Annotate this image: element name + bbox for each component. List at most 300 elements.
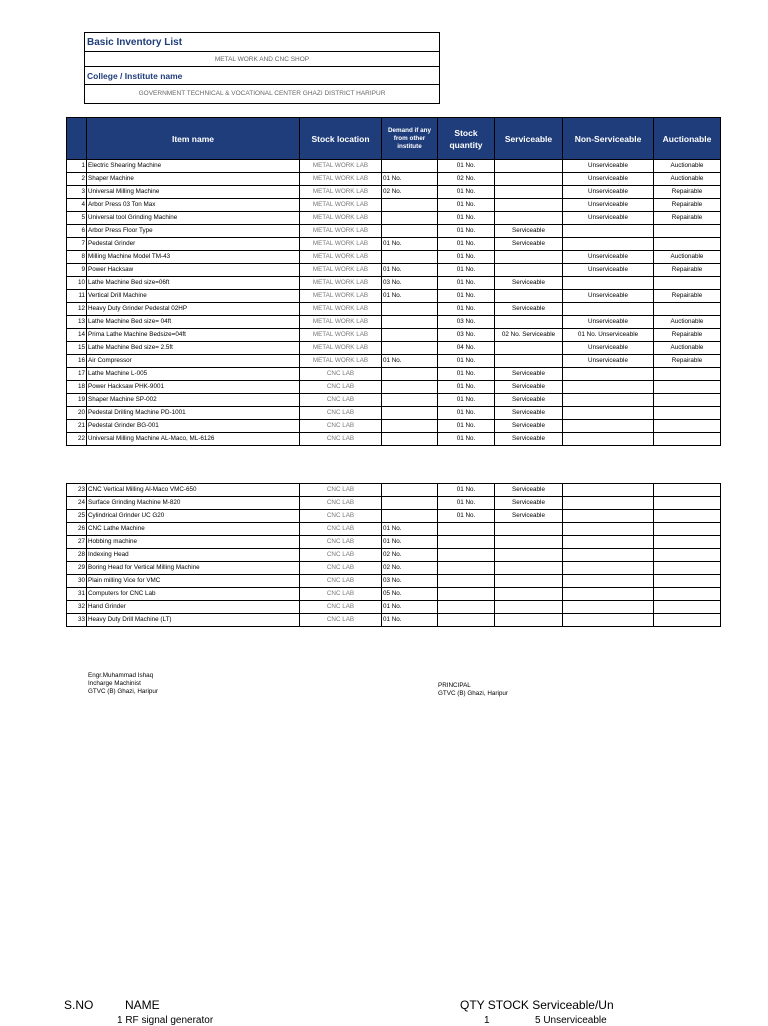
non-serviceable-cell <box>563 523 654 536</box>
serviceable-cell <box>495 575 563 588</box>
serviceable-cell <box>495 614 563 627</box>
serviceable-cell <box>495 186 563 199</box>
table-2-body <box>67 484 721 627</box>
document-title: Basic Inventory List <box>85 33 439 52</box>
demand-cell: 01 No. <box>382 290 438 303</box>
inventory-table-1 <box>66 117 721 446</box>
non-serviceable-cell: Unserviceable <box>563 251 654 264</box>
non-serviceable-cell <box>563 575 654 588</box>
row-number-cell: 29 <box>67 562 87 575</box>
stock-location-cell: METAL WORK LAB <box>300 290 382 303</box>
non-serviceable-cell: Unserviceable <box>563 342 654 355</box>
item-name-cell: Surface Grinding Machine M-820 <box>87 497 300 510</box>
demand-cell <box>382 381 438 394</box>
stock-location-cell: CNC LAB <box>300 381 382 394</box>
auctionable-cell <box>654 277 721 290</box>
auctionable-cell <box>654 225 721 238</box>
row-number-cell: 16 <box>67 355 87 368</box>
item-name-cell: Lathe Machine Bed size= 2.5ft <box>87 342 300 355</box>
item-name-cell: Hand Grinder <box>87 601 300 614</box>
auctionable-cell <box>654 303 721 316</box>
demand-cell: 02 No. <box>382 549 438 562</box>
serviceable-cell: Serviceable <box>495 497 563 510</box>
row-number-cell: 7 <box>67 238 87 251</box>
stock-location-cell: METAL WORK LAB <box>300 160 382 173</box>
stock-quantity-cell: 01 No. <box>438 290 495 303</box>
serviceable-cell <box>495 199 563 212</box>
item-name-cell: Plain milling Vice for VMC <box>87 575 300 588</box>
auctionable-cell: Repairable <box>654 355 721 368</box>
stock-quantity-cell: 01 No. <box>438 381 495 394</box>
row-number-cell: 8 <box>67 251 87 264</box>
stock-location-cell: CNC LAB <box>300 497 382 510</box>
serviceable-cell <box>495 601 563 614</box>
item-name-cell: CNC Vertical Milling Al-Maco VMC-650 <box>87 484 300 497</box>
table-row <box>67 238 721 251</box>
table-row <box>67 290 721 303</box>
row-number-cell: 22 <box>67 433 87 446</box>
auctionable-cell: Repairable <box>654 186 721 199</box>
serviceable-cell <box>495 536 563 549</box>
non-serviceable-cell: Unserviceable <box>563 316 654 329</box>
shop-name: METAL WORK AND CNC SHOP <box>85 52 439 67</box>
demand-cell <box>382 316 438 329</box>
serviceable-cell <box>495 160 563 173</box>
auctionable-cell: Repairable <box>654 199 721 212</box>
row-number-cell: 24 <box>67 497 87 510</box>
serviceable-cell <box>495 588 563 601</box>
stock-quantity-cell: 01 No. <box>438 368 495 381</box>
serviceable-cell: Serviceable <box>495 433 563 446</box>
table-row <box>67 433 721 446</box>
item-name-cell: Power Hacksaw PHK-9001 <box>87 381 300 394</box>
table-row <box>67 212 721 225</box>
header-box <box>84 32 440 104</box>
item-name-cell: Shaper Machine SP-002 <box>87 394 300 407</box>
demand-cell: 01 No. <box>382 238 438 251</box>
demand-cell: 01 No. <box>382 536 438 549</box>
footer-name-header: NAME <box>125 998 160 1012</box>
serviceable-cell <box>495 251 563 264</box>
item-name-cell: Universal Milling Machine AL-Maco, ML-6126 <box>87 433 300 446</box>
row-number-cell: 23 <box>67 484 87 497</box>
stock-quantity-cell: 01 No. <box>438 225 495 238</box>
non-serviceable-cell <box>563 303 654 316</box>
stock-location-cell: CNC LAB <box>300 562 382 575</box>
auctionable-cell: Repairable <box>654 329 721 342</box>
stock-location-cell: METAL WORK LAB <box>300 277 382 290</box>
footer-sno-header: S.NO <box>64 998 94 1012</box>
row-number-cell: 12 <box>67 303 87 316</box>
stock-quantity-cell: 01 No. <box>438 420 495 433</box>
stock-location-cell: METAL WORK LAB <box>300 225 382 238</box>
stock-location-cell: CNC LAB <box>300 433 382 446</box>
header-demand: Demand if any from other institute <box>382 118 438 160</box>
stock-location-cell: CNC LAB <box>300 368 382 381</box>
item-name-cell: Cylindrical Grinder UC G20 <box>87 510 300 523</box>
non-serviceable-cell <box>563 510 654 523</box>
stock-location-cell: METAL WORK LAB <box>300 342 382 355</box>
row-number-cell: 14 <box>67 329 87 342</box>
item-name-cell: Milling Machine Model TM-43 <box>87 251 300 264</box>
stock-quantity-cell: 01 No. <box>438 160 495 173</box>
stock-quantity-cell: 01 No. <box>438 212 495 225</box>
non-serviceable-cell <box>563 420 654 433</box>
table-row <box>67 497 721 510</box>
demand-cell <box>382 342 438 355</box>
row-number-cell: 31 <box>67 588 87 601</box>
stock-location-cell: CNC LAB <box>300 523 382 536</box>
table-row <box>67 199 721 212</box>
demand-cell <box>382 212 438 225</box>
table-header-row <box>67 118 721 160</box>
demand-cell <box>382 407 438 420</box>
demand-cell <box>382 199 438 212</box>
header-serviceable: Serviceable <box>495 118 563 160</box>
table-row <box>67 277 721 290</box>
stock-location-cell: METAL WORK LAB <box>300 329 382 342</box>
stock-quantity-cell: 01 No. <box>438 277 495 290</box>
stock-quantity-cell <box>438 523 495 536</box>
demand-cell: 01 No. <box>382 355 438 368</box>
stock-quantity-cell: 01 No. <box>438 303 495 316</box>
demand-cell: 01 No. <box>382 601 438 614</box>
non-serviceable-cell: Unserviceable <box>563 160 654 173</box>
row-number-cell: 33 <box>67 614 87 627</box>
row-number-cell: 20 <box>67 407 87 420</box>
header-stock-quantity: Stock quantity <box>438 118 495 160</box>
non-serviceable-cell <box>563 394 654 407</box>
table-row <box>67 186 721 199</box>
demand-cell: 03 No. <box>382 575 438 588</box>
table-row <box>67 407 721 420</box>
demand-cell: 01 No. <box>382 523 438 536</box>
row-number-cell: 30 <box>67 575 87 588</box>
auctionable-cell: Repairable <box>654 264 721 277</box>
row-number-cell: 5 <box>67 212 87 225</box>
stock-quantity-cell <box>438 536 495 549</box>
table-row <box>67 264 721 277</box>
stock-quantity-cell: 01 No. <box>438 264 495 277</box>
stock-quantity-cell: 01 No. <box>438 355 495 368</box>
demand-cell <box>382 484 438 497</box>
footer-row-qty: 1 <box>484 1015 490 1026</box>
stock-location-cell: CNC LAB <box>300 394 382 407</box>
row-number-cell: 13 <box>67 316 87 329</box>
auctionable-cell <box>654 601 721 614</box>
auctionable-cell <box>654 433 721 446</box>
auctionable-cell <box>654 510 721 523</box>
table-row <box>67 342 721 355</box>
stock-quantity-cell: 01 No. <box>438 238 495 251</box>
table-row <box>67 536 721 549</box>
demand-cell <box>382 329 438 342</box>
row-number-cell: 26 <box>67 523 87 536</box>
item-name-cell: Pedestal Grinder BG-001 <box>87 420 300 433</box>
table-row <box>67 394 721 407</box>
demand-cell: 05 No. <box>382 588 438 601</box>
stock-quantity-cell: 02 No. <box>438 173 495 186</box>
stock-location-cell: METAL WORK LAB <box>300 173 382 186</box>
signature-name: Engr.Muhammad Ishaq <box>88 672 154 679</box>
row-number-cell: 3 <box>67 186 87 199</box>
principal-institute: GTVC (B) Ghazi, Haripur <box>438 690 508 697</box>
demand-cell: 02 No. <box>382 186 438 199</box>
stock-location-cell: METAL WORK LAB <box>300 264 382 277</box>
auctionable-cell <box>654 562 721 575</box>
auctionable-cell <box>654 394 721 407</box>
non-serviceable-cell: Unserviceable <box>563 264 654 277</box>
serviceable-cell: Serviceable <box>495 484 563 497</box>
table-row <box>67 329 721 342</box>
table-row <box>67 173 721 186</box>
demand-cell <box>382 510 438 523</box>
item-name-cell: Universal Milling Machine <box>87 186 300 199</box>
auctionable-cell <box>654 575 721 588</box>
row-number-cell: 6 <box>67 225 87 238</box>
demand-cell: 01 No. <box>382 264 438 277</box>
table-row <box>67 549 721 562</box>
auctionable-cell: Repairable <box>654 290 721 303</box>
stock-location-cell: CNC LAB <box>300 601 382 614</box>
non-serviceable-cell <box>563 225 654 238</box>
item-name-cell: Air Compressor <box>87 355 300 368</box>
non-serviceable-cell: Unserviceable <box>563 199 654 212</box>
serviceable-cell <box>495 264 563 277</box>
non-serviceable-cell: Unserviceable <box>563 355 654 368</box>
serviceable-cell: Serviceable <box>495 394 563 407</box>
auctionable-cell: Auctionable <box>654 173 721 186</box>
item-name-cell: Universal tool Grinding Machine <box>87 212 300 225</box>
demand-cell <box>382 497 438 510</box>
demand-cell <box>382 225 438 238</box>
table-row <box>67 368 721 381</box>
row-number-cell: 2 <box>67 173 87 186</box>
college-name: GOVERNMENT TECHNICAL & VOCATIONAL CENTER GHAZI DISTRICT HARIPUR <box>138 90 386 97</box>
header-no <box>67 118 87 160</box>
serviceable-cell: Serviceable <box>495 381 563 394</box>
stock-quantity-cell <box>438 601 495 614</box>
item-name-cell: Shaper Machine <box>87 173 300 186</box>
stock-location-cell: METAL WORK LAB <box>300 238 382 251</box>
table-row <box>67 251 721 264</box>
auctionable-cell <box>654 614 721 627</box>
inventory-table-2 <box>66 483 721 627</box>
auctionable-cell: Auctionable <box>654 160 721 173</box>
serviceable-cell <box>495 173 563 186</box>
non-serviceable-cell: Unserviceable <box>563 212 654 225</box>
non-serviceable-cell <box>563 368 654 381</box>
item-name-cell: Lathe Machine Bed size=06ft <box>87 277 300 290</box>
item-name-cell: Hobbing machine <box>87 536 300 549</box>
item-name-cell: CNC Lathe Machine <box>87 523 300 536</box>
non-serviceable-cell <box>563 601 654 614</box>
stock-location-cell: CNC LAB <box>300 588 382 601</box>
table-row <box>67 601 721 614</box>
non-serviceable-cell: Unserviceable <box>563 290 654 303</box>
serviceable-cell: Serviceable <box>495 238 563 251</box>
row-number-cell: 17 <box>67 368 87 381</box>
table-row <box>67 381 721 394</box>
footer-row-item: 1 RF signal generator <box>117 1015 214 1026</box>
serviceable-cell <box>495 290 563 303</box>
item-name-cell: Arbor Press Floor Type <box>87 225 300 238</box>
item-name-cell: Lathe Machine L-005 <box>87 368 300 381</box>
serviceable-cell <box>495 212 563 225</box>
stock-quantity-cell: 01 No. <box>438 251 495 264</box>
non-serviceable-cell: 01 No. Unserviceable <box>563 329 654 342</box>
row-number-cell: 21 <box>67 420 87 433</box>
serviceable-cell <box>495 342 563 355</box>
item-name-cell: Computers for CNC Lab <box>87 588 300 601</box>
item-name-cell: Prima Lathe Machine Bedsize=04ft <box>87 329 300 342</box>
non-serviceable-cell <box>563 484 654 497</box>
stock-location-cell: METAL WORK LAB <box>300 186 382 199</box>
table-row <box>67 316 721 329</box>
non-serviceable-cell <box>563 562 654 575</box>
item-name-cell: Indexing Head <box>87 549 300 562</box>
serviceable-cell <box>495 562 563 575</box>
stock-quantity-cell <box>438 549 495 562</box>
auctionable-cell <box>654 588 721 601</box>
stock-location-cell: METAL WORK LAB <box>300 212 382 225</box>
auctionable-cell <box>654 536 721 549</box>
row-number-cell: 27 <box>67 536 87 549</box>
stock-location-cell: CNC LAB <box>300 549 382 562</box>
stock-quantity-cell: 01 No. <box>438 484 495 497</box>
item-name-cell: Arbor Press 03 Ton Max <box>87 199 300 212</box>
demand-cell <box>382 433 438 446</box>
demand-cell <box>382 394 438 407</box>
table-row <box>67 588 721 601</box>
table-row <box>67 575 721 588</box>
demand-cell: 02 No. <box>382 562 438 575</box>
auctionable-cell: Auctionable <box>654 316 721 329</box>
stock-location-cell: METAL WORK LAB <box>300 303 382 316</box>
demand-cell <box>382 368 438 381</box>
serviceable-cell: Serviceable <box>495 368 563 381</box>
stock-location-cell: CNC LAB <box>300 575 382 588</box>
signature-principal <box>438 682 508 698</box>
stock-quantity-cell <box>438 588 495 601</box>
stock-quantity-cell: 01 No. <box>438 199 495 212</box>
demand-cell: 03 No. <box>382 277 438 290</box>
auctionable-cell <box>654 420 721 433</box>
non-serviceable-cell <box>563 549 654 562</box>
stock-quantity-cell <box>438 562 495 575</box>
stock-quantity-cell: 01 No. <box>438 433 495 446</box>
demand-cell <box>382 251 438 264</box>
non-serviceable-cell <box>563 407 654 420</box>
table-row <box>67 225 721 238</box>
non-serviceable-cell <box>563 497 654 510</box>
stock-location-cell: CNC LAB <box>300 484 382 497</box>
stock-quantity-cell: 03 No. <box>438 316 495 329</box>
signature-incharge <box>88 672 158 696</box>
item-name-cell: Vertical Drill Machine <box>87 290 300 303</box>
serviceable-cell <box>495 523 563 536</box>
row-number-cell: 11 <box>67 290 87 303</box>
row-number-cell: 25 <box>67 510 87 523</box>
item-name-cell: Electric Shearing Machine <box>87 160 300 173</box>
non-serviceable-cell <box>563 614 654 627</box>
demand-cell: 01 No. <box>382 173 438 186</box>
item-name-cell: Power Hacksaw <box>87 264 300 277</box>
non-serviceable-cell <box>563 536 654 549</box>
principal-title: PRINCIPAL <box>438 682 471 689</box>
stock-quantity-cell: 01 No. <box>438 497 495 510</box>
row-number-cell: 4 <box>67 199 87 212</box>
serviceable-cell <box>495 549 563 562</box>
table-1-body <box>67 160 721 446</box>
demand-cell <box>382 160 438 173</box>
item-name-cell: Lathe Machine Bed size= 04ft <box>87 316 300 329</box>
non-serviceable-cell: Unserviceable <box>563 186 654 199</box>
table-row <box>67 303 721 316</box>
serviceable-cell: Serviceable <box>495 510 563 523</box>
serviceable-cell: Serviceable <box>495 303 563 316</box>
non-serviceable-cell <box>563 277 654 290</box>
non-serviceable-cell <box>563 433 654 446</box>
signature-institute: GTVC (B) Ghazi, Haripur <box>88 688 158 695</box>
stock-quantity-cell <box>438 575 495 588</box>
stock-quantity-cell: 04 No. <box>438 342 495 355</box>
signature-designation: Incharge Machinist <box>88 680 141 687</box>
non-serviceable-cell: Unserviceable <box>563 173 654 186</box>
demand-cell <box>382 420 438 433</box>
stock-quantity-cell <box>438 614 495 627</box>
table-row <box>67 484 721 497</box>
serviceable-cell: Serviceable <box>495 420 563 433</box>
demand-cell <box>382 303 438 316</box>
table-row <box>67 614 721 627</box>
row-number-cell: 28 <box>67 549 87 562</box>
non-serviceable-cell <box>563 381 654 394</box>
item-name-cell: Pedestal Drilling Machine PD-1001 <box>87 407 300 420</box>
serviceable-cell: 02 No. Serviceable <box>495 329 563 342</box>
serviceable-cell: Serviceable <box>495 225 563 238</box>
header-auctionable: Auctionable <box>654 118 721 160</box>
row-number-cell: 1 <box>67 160 87 173</box>
row-number-cell: 32 <box>67 601 87 614</box>
stock-location-cell: METAL WORK LAB <box>300 355 382 368</box>
item-name-cell: Pedestal Grinder <box>87 238 300 251</box>
footer-row-stock: 5 Unserviceable <box>535 1015 607 1026</box>
auctionable-cell <box>654 368 721 381</box>
serviceable-cell: Serviceable <box>495 407 563 420</box>
item-name-cell: Heavy Duty Grinder Pedestal 02HP <box>87 303 300 316</box>
stock-quantity-cell: 01 No. <box>438 407 495 420</box>
row-number-cell: 15 <box>67 342 87 355</box>
stock-location-cell: CNC LAB <box>300 510 382 523</box>
header-stock-location: Stock location <box>300 118 382 160</box>
auctionable-cell: Auctionable <box>654 251 721 264</box>
non-serviceable-cell <box>563 588 654 601</box>
college-label: College / Institute name <box>85 67 439 85</box>
stock-location-cell: METAL WORK LAB <box>300 251 382 264</box>
stock-quantity-cell: 01 No. <box>438 510 495 523</box>
stock-location-cell: CNC LAB <box>300 407 382 420</box>
auctionable-cell <box>654 238 721 251</box>
auctionable-cell: Repairable <box>654 212 721 225</box>
row-number-cell: 18 <box>67 381 87 394</box>
serviceable-cell <box>495 355 563 368</box>
table-row <box>67 160 721 173</box>
table-row <box>67 562 721 575</box>
row-number-cell: 10 <box>67 277 87 290</box>
table-row <box>67 355 721 368</box>
stock-location-cell: CNC LAB <box>300 536 382 549</box>
